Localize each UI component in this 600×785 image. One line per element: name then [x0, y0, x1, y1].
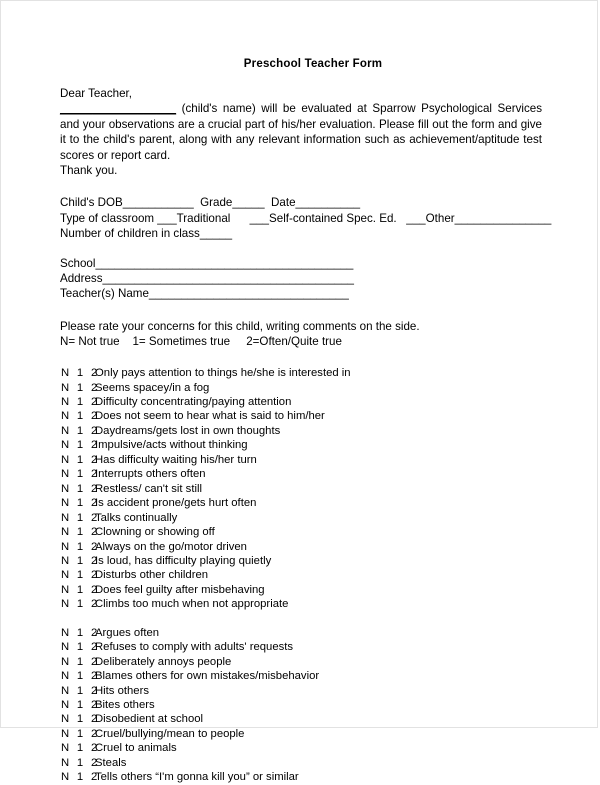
rating-scale-options[interactable]: N 1 2 [61, 439, 98, 452]
rating-item-label: Is loud, has difficulty playing quietly [95, 554, 272, 567]
rating-item[interactable] [60, 669, 542, 683]
rating-scale-options[interactable]: N 1 2 [61, 713, 98, 726]
item-group-oppositional-conduct [60, 626, 542, 785]
rating-item-label: Interrupts others often [95, 468, 206, 481]
rating-item[interactable] [60, 597, 542, 611]
child-name-blank[interactable]: __________________ [60, 102, 177, 116]
rating-item[interactable] [60, 511, 542, 525]
rating-item[interactable] [60, 366, 542, 380]
rating-scale-options[interactable]: N 1 2 [61, 771, 98, 784]
field-line-address[interactable]: Address_______________________________________ [60, 272, 354, 286]
rating-item-label: Daydreams/gets lost in own thoughts [95, 424, 281, 437]
rating-item-label: Disobedient at school [95, 713, 204, 726]
rating-item[interactable] [60, 756, 542, 770]
rating-scale-options[interactable]: N 1 2 [61, 424, 98, 437]
rating-scale-options[interactable]: N 1 2 [61, 641, 98, 654]
greeting-line: Dear Teacher, [60, 87, 132, 100]
rating-item-label: Deliberately annoys people [95, 655, 232, 668]
rating-item-label: Always on the go/motor driven [95, 540, 247, 553]
rating-item-label: Steals [95, 756, 127, 769]
field-line-school[interactable]: School________________________________________ [60, 257, 354, 271]
rating-scale-options[interactable]: N 1 2 [61, 583, 98, 596]
rating-scale-options[interactable]: N 1 2 [61, 742, 98, 755]
rating-scale-options[interactable]: N 1 2 [61, 367, 98, 380]
rating-item[interactable] [60, 496, 542, 510]
rating-scale-options[interactable]: N 1 2 [61, 699, 98, 712]
rating-scale-options[interactable]: N 1 2 [61, 497, 98, 510]
rating-scale-options[interactable]: N 1 2 [61, 569, 98, 582]
rating-item[interactable] [60, 655, 542, 669]
rating-item[interactable] [60, 525, 542, 539]
rating-scale-options[interactable]: N 1 2 [61, 511, 98, 524]
field-line-classroom-type[interactable]: Type of classroom ___Traditional ___Self-contained Spec. Ed. ___Other_______________ [60, 211, 552, 225]
document-sheet [60, 1, 552, 785]
spacer-before-contact [60, 241, 542, 256]
rating-item[interactable] [60, 467, 542, 481]
spacer-before-items [60, 349, 542, 366]
rating-item-label: Restless/ can't sit still [95, 482, 202, 495]
rating-item-label: Cruel/bullying/mean to people [95, 727, 245, 740]
rating-scale-options[interactable]: N 1 2 [61, 598, 98, 611]
rating-item[interactable] [60, 583, 542, 597]
thank-you-line: Thank you. [60, 164, 118, 178]
rating-scale-options[interactable]: N 1 2 [61, 540, 98, 553]
rating-item-label: Clowning or showing off [95, 526, 215, 539]
rating-item[interactable] [60, 409, 542, 423]
rating-item-label: Blames others for own mistakes/misbehavior [95, 670, 320, 683]
rating-item[interactable] [60, 684, 542, 698]
rating-item[interactable] [60, 640, 542, 654]
rating-item[interactable] [60, 381, 542, 395]
item-group-spacer [60, 612, 542, 626]
rating-item-label: Difficulty concentrating/paying attention [95, 395, 292, 408]
field-line-teacher-name[interactable]: Teacher(s) Name_______________________________ [60, 287, 349, 301]
rating-instructions: Please rate your concerns for this child, writing comments on the side. [60, 319, 420, 333]
rating-item[interactable] [60, 424, 542, 438]
intro-paragraph [60, 101, 542, 163]
rating-item-label: Talks continually [95, 511, 178, 524]
rating-scale-key: N= Not true 1= Sometimes true 2=Often/Quite true [60, 334, 342, 348]
rating-scale-options[interactable]: N 1 2 [61, 626, 98, 639]
field-line-number-of-children[interactable]: Number of children in class_____ [60, 226, 233, 240]
rating-item[interactable] [60, 554, 542, 568]
rating-item-label: Does feel guilty after misbehaving [95, 583, 265, 596]
rating-item-label: Disturbs other children [95, 569, 209, 582]
rating-scale-options[interactable]: N 1 2 [61, 684, 98, 697]
rating-item-label: Refuses to comply with adults' requests [95, 641, 294, 654]
rating-scale-options[interactable]: N 1 2 [61, 468, 98, 481]
rating-item-label: Cruel to animals [95, 742, 177, 755]
rating-scale-options[interactable]: N 1 2 [61, 395, 98, 408]
rating-item[interactable] [60, 453, 542, 467]
item-group-attention-hyperactivity [60, 366, 542, 612]
spacer-after-intro [60, 178, 542, 195]
rating-scale-options[interactable]: N 1 2 [61, 526, 98, 539]
spacer-before-instructions [60, 302, 542, 319]
rating-items-root [60, 366, 542, 785]
rating-item-label: Does not seem to hear what is said to him/her [95, 410, 325, 423]
rating-item-label: Is accident prone/gets hurt often [95, 497, 257, 510]
rating-item[interactable] [60, 698, 542, 712]
rating-item-label: Has difficulty waiting his/her turn [95, 453, 257, 466]
rating-scale-options[interactable]: N 1 2 [61, 756, 98, 769]
rating-item[interactable] [60, 482, 542, 496]
rating-item[interactable] [60, 540, 542, 554]
rating-scale-options[interactable]: N 1 2 [61, 410, 98, 423]
rating-item[interactable] [60, 741, 542, 755]
intro-paragraph-text: (child's name) will be evaluated at Sparrow Psychological Services and your observations are a crucial part of his/her evaluation. Please fill out the form and give it to the child's parent, along with any relevant information such as achievement/aptitude test scores or report card. [60, 102, 542, 162]
rating-item[interactable] [60, 626, 542, 640]
rating-item[interactable] [60, 712, 542, 726]
rating-item[interactable] [60, 568, 542, 582]
rating-item-label: Argues often [95, 626, 160, 639]
rating-item[interactable] [60, 727, 542, 741]
field-line-dob-grade-date[interactable]: Child's DOB___________ Grade_____ Date__________ [60, 196, 361, 210]
rating-item-label: Climbs too much when not appropriate [95, 598, 289, 611]
rating-scale-options[interactable]: N 1 2 [61, 727, 98, 740]
rating-item-label: Hits others [95, 684, 149, 697]
rating-item[interactable] [60, 395, 542, 409]
rating-item-label: Tells others “I'm gonna kill you” or similar [95, 771, 299, 784]
rating-item[interactable] [60, 438, 542, 452]
page-title: Preschool Teacher Form [243, 58, 383, 70]
rating-item-label: Impulsive/acts without thinking [95, 439, 248, 452]
rating-scale-options[interactable]: N 1 2 [61, 482, 98, 495]
rating-scale-options[interactable]: N 1 2 [61, 453, 98, 466]
rating-scale-options[interactable]: N 1 2 [61, 670, 98, 683]
rating-scale-options[interactable]: N 1 2 [61, 554, 98, 567]
rating-item-label: Only pays attention to things he/she is interested in [95, 367, 351, 380]
rating-item-label: Seems spacey/in a fog [95, 381, 210, 394]
rating-scale-options[interactable]: N 1 2 [61, 655, 98, 668]
rating-item-label: Bites others [95, 699, 155, 712]
rating-scale-options[interactable]: N 1 2 [61, 381, 98, 394]
rating-item[interactable] [60, 770, 542, 784]
